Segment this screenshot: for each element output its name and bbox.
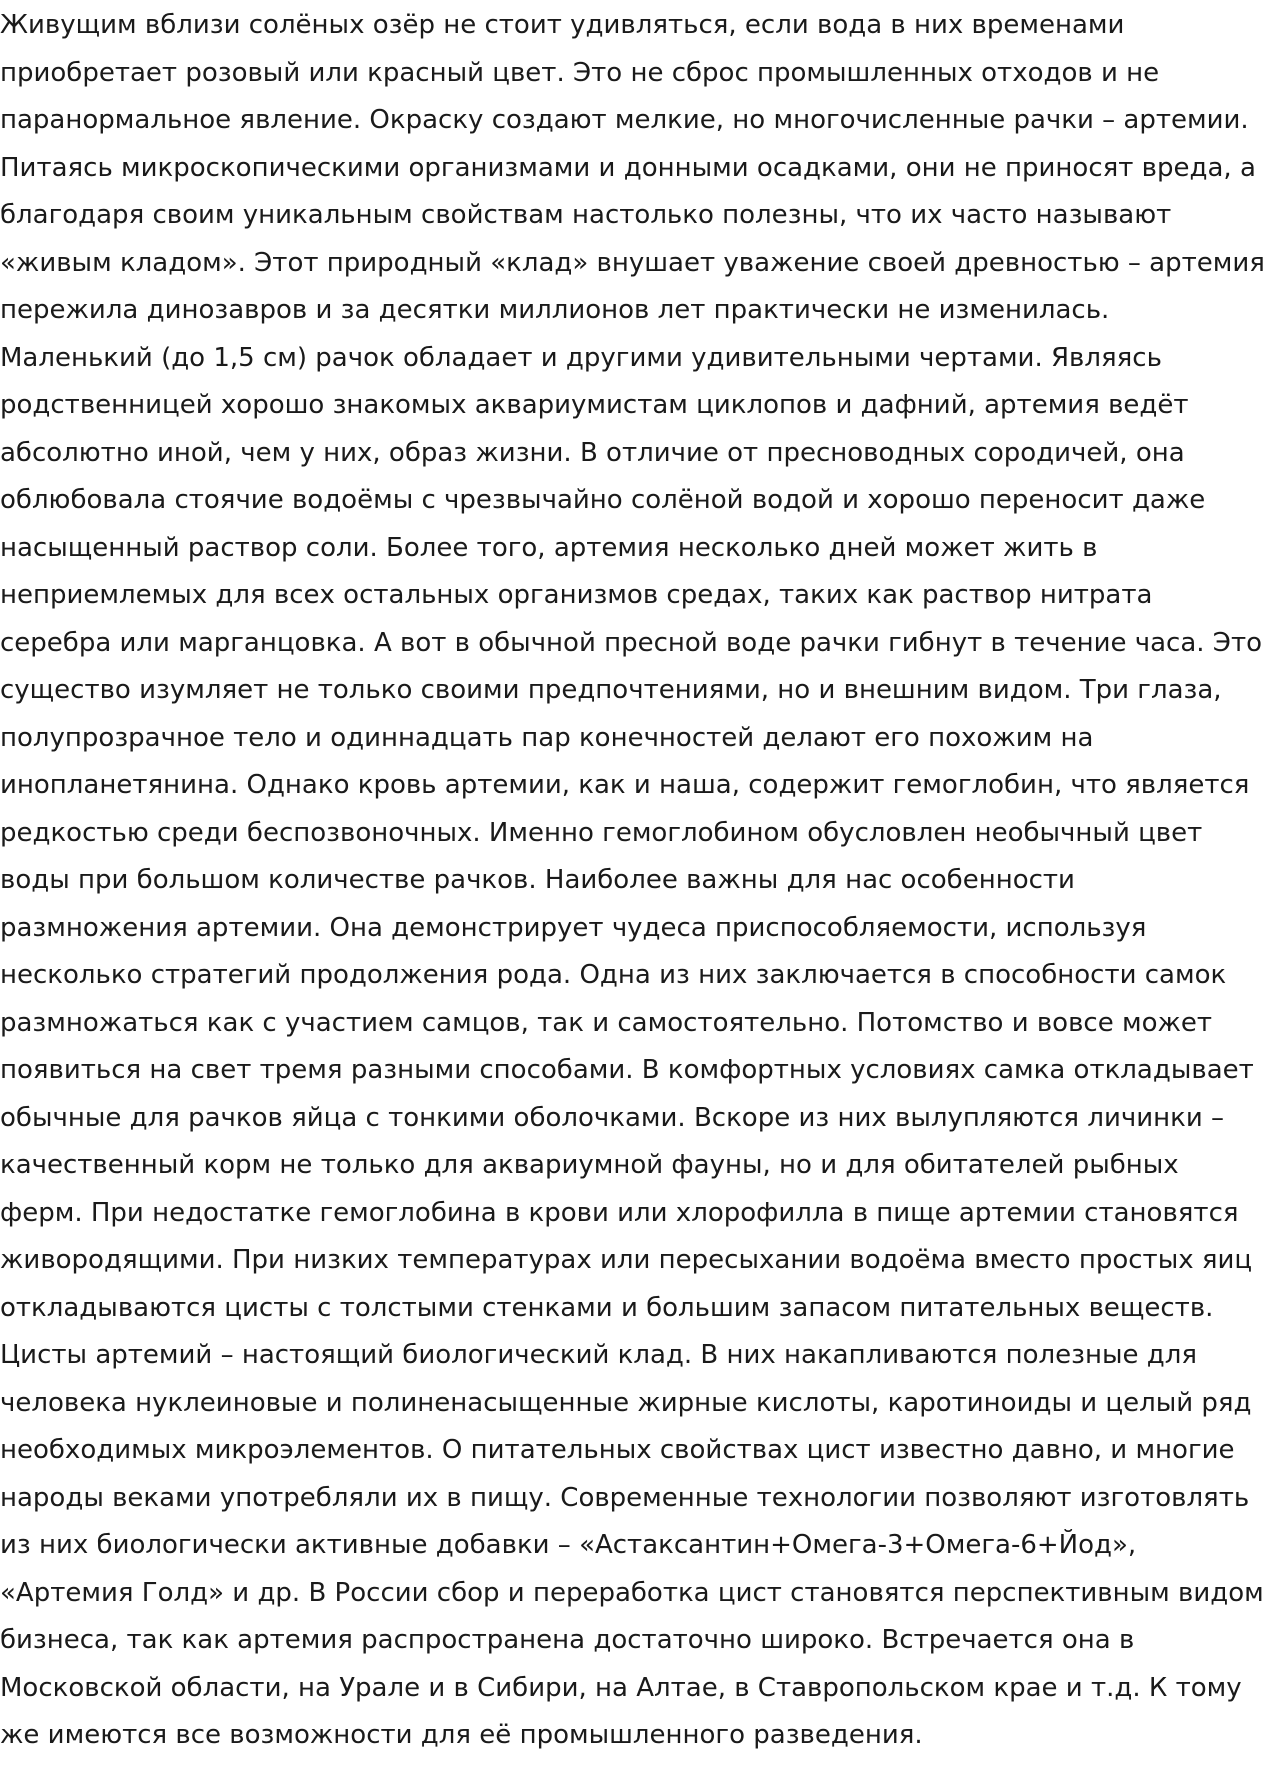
paragraph-artemia-biology: Живущим вблизи солёных озёр не стоит удивляться, если вода в них временами приобретает розовый или красный цвет. Это не сброс промышленных отходов и не паранормальное явление. Окраску создают мелкие, но многочисленные рачки – артемии. Питаясь микроскопическими организмами и донными осадками, они не приносят вреда, а благодаря своим уникальным свойствам настолько полезны, что их часто называют «живым кладом». Этот природный «клад» внушает уважение своей древностью – артемия пережила динозавров и за десятки миллионов лет практически не изменилась. Маленький (до 1,5 см) рачок обладает и другими удивительными чертами. Являясь родственницей хорошо знакомых аквариумистам циклопов и дафний, артемия ведёт абсолютно иной, чем у них, образ жизни. В отличие от пресноводных сородичей, она облюбовала стоячие водоёмы с чрезвычайно солёной водой и хорошо переносит даже насыщенный раствор соли. Более того, артемия несколько дней может жить в неприемлемых для всех остальных организмов средах, таких как раствор нитрата серебра или марганцовка. А вот в обычной пресной воде рачки гибнут в течение часа. Это существо изумляет не только своими предпочтениями, но и внешним видом. Три глаза, полупрозрачное тело и одиннадцать пар конечностей делают его похожим на инопланетянина. Однако кровь артемии, как и наша, содержит гемоглобин, что является редкостью среди беспозвоночных. Именно гемоглобином обусловлен необычный цвет воды при большом количестве рачков. Наиболее важны для нас особенности размножения артемии. Она демонстрирует чудеса приспособляемости, используя несколько стратегий продолжения рода. Одна из них заключается в способности самок размножаться как с участием самцов, так и самостоятельно. Потомство и вовсе может появиться на свет тремя разными способами. В комфортных условиях самка откладывает обычные для рачков яйца с тонкими оболочками. Вскоре из них вылупляются личинки – качественный корм не только для аквариумной фауны, но и для обитателей рыбных ферм. При недостатке гемоглобина в крови или хлорофилла в пище артемии становятся живородящими. При низких температурах или пересыхании водоёма вместо простых яиц откладываются цисты с толстыми стенками и большим запасом питательных веществ. [0,10,1265,1323]
paragraph-artemia-cysts: Цисты артемий – настоящий биологический клад. В них накапливаются полезные для человека нуклеиновые и полиненасыщенные жирные кислоты, каротиноиды и целый ряд необходимых микроэлементов. О питательных свойствах цист известно давно, и многие народы веками употребляли их в пищу. Современные технологии позволяют изготовлять из них биологически активные добавки – «Астаксантин+Омега-3+Омега-6+Йод», «Артемия Голд» и др. В России сбор и переработка цист становятся перспективным видом бизнеса, так как артемия распространена достаточно широко. Встречается она в Московской области, на Урале и в Сибири, на Алтае, в Ставропольском крае и т.д. К тому же имеются все возможности для её промышленного разведения. [0,1340,1264,1750]
